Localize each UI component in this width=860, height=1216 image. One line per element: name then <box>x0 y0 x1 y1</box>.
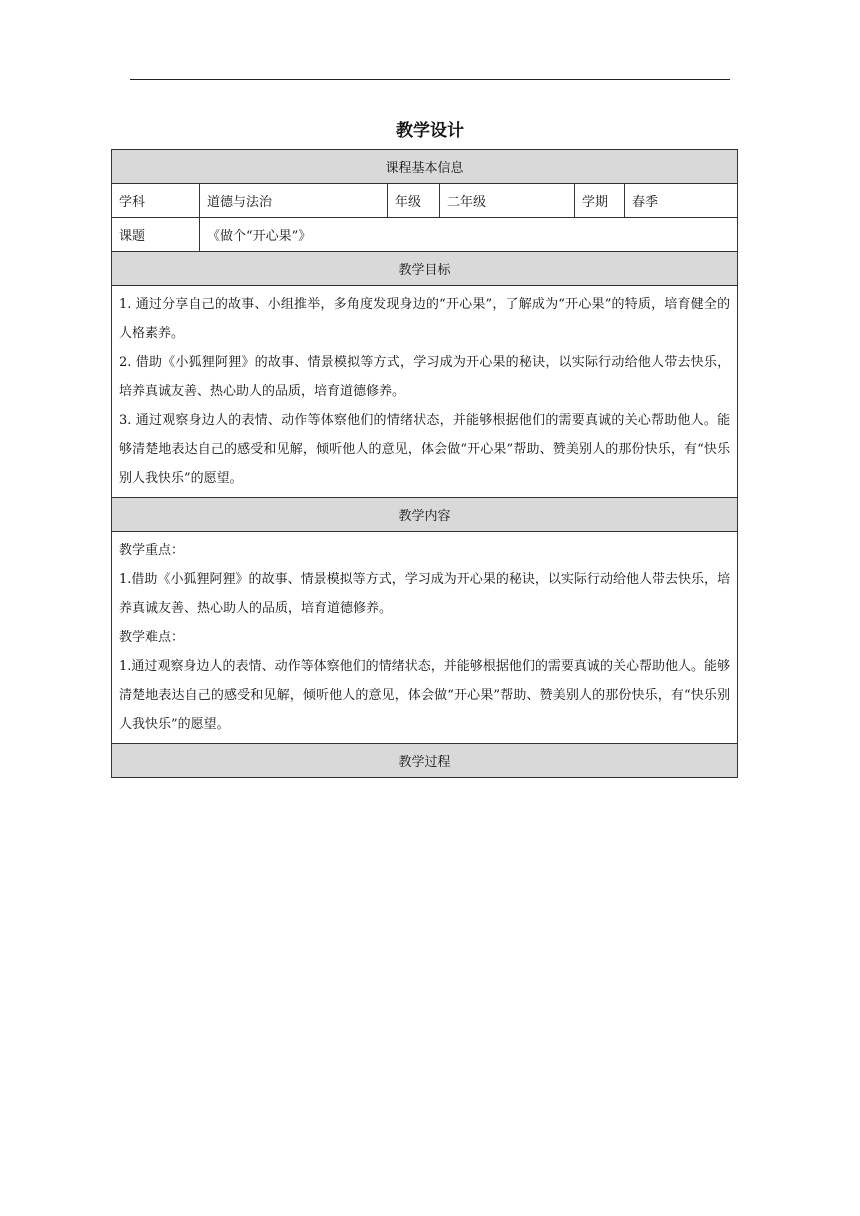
content-cell <box>112 532 738 744</box>
subject-value: 道德与法治 <box>200 184 388 218</box>
difficult-points-text: 1.通过观察身边人的表情、动作等体察他们的情绪状态，并能够根据他们的需要真诚的关心帮助他人。能够清楚地表达自己的感受和见解，倾听他人的意见，体会做“开心果”帮助、赞美别人的那份快乐，有“快乐别人我快乐”的愿望。 <box>119 659 731 732</box>
key-points-label: 教学重点： <box>119 543 185 558</box>
term-label: 学期 <box>575 184 625 218</box>
grade-label: 年级 <box>388 184 440 218</box>
objectives-header-row <box>112 252 738 286</box>
objective-item: 2. 借助《小狐狸阿狸》的故事、情景模拟等方式，学习成为开心果的秘诀，以实际行动给他人带去快乐，培养真诚友善、热心助人的品质，培育道德修养。 <box>119 355 731 399</box>
content-header: 教学内容 <box>112 498 738 532</box>
content-header-row <box>112 498 738 532</box>
topic-row <box>112 218 738 252</box>
key-points-text: 1.借助《小狐狸阿狸》的故事、情景模拟等方式，学习成为开心果的秘诀，以实际行动给他人带去快乐，培养真诚友善、热心助人的品质，培育道德修养。 <box>119 572 731 616</box>
header-rule <box>130 79 730 80</box>
content-row <box>112 532 738 744</box>
process-header-row <box>112 744 738 778</box>
topic-value: 《做个“开心果”》 <box>200 218 738 252</box>
term-value: 春季 <box>625 184 738 218</box>
objectives-row <box>112 286 738 498</box>
difficult-points-label: 教学难点： <box>119 630 185 645</box>
subject-label: 学科 <box>112 184 200 218</box>
document-title: 教学设计 <box>396 121 464 141</box>
topic-label: 课题 <box>112 218 200 252</box>
objectives-cell <box>112 286 738 498</box>
lesson-plan-table <box>111 149 738 778</box>
grade-value: 二年级 <box>440 184 575 218</box>
subject-row <box>112 184 738 218</box>
objectives-header: 教学目标 <box>112 252 738 286</box>
objective-item: 1. 通过分享自己的故事、小组推举，多角度发现身边的“开心果”，了解成为“开心果”的特质，培育健全的人格素养。 <box>119 297 731 341</box>
basic-info-header: 课程基本信息 <box>112 150 738 184</box>
objective-item: 3. 通过观察身边人的表情、动作等体察他们的情绪状态，并能够根据他们的需要真诚的关心帮助他人。能够清楚地表达自己的感受和见解，倾听他人的意见，体会做“开心果”帮助、赞美别人的那份快乐，有“快乐别人我快乐”的愿望。 <box>119 413 731 486</box>
process-header: 教学过程 <box>112 744 738 778</box>
basic-info-header-row <box>112 150 738 184</box>
